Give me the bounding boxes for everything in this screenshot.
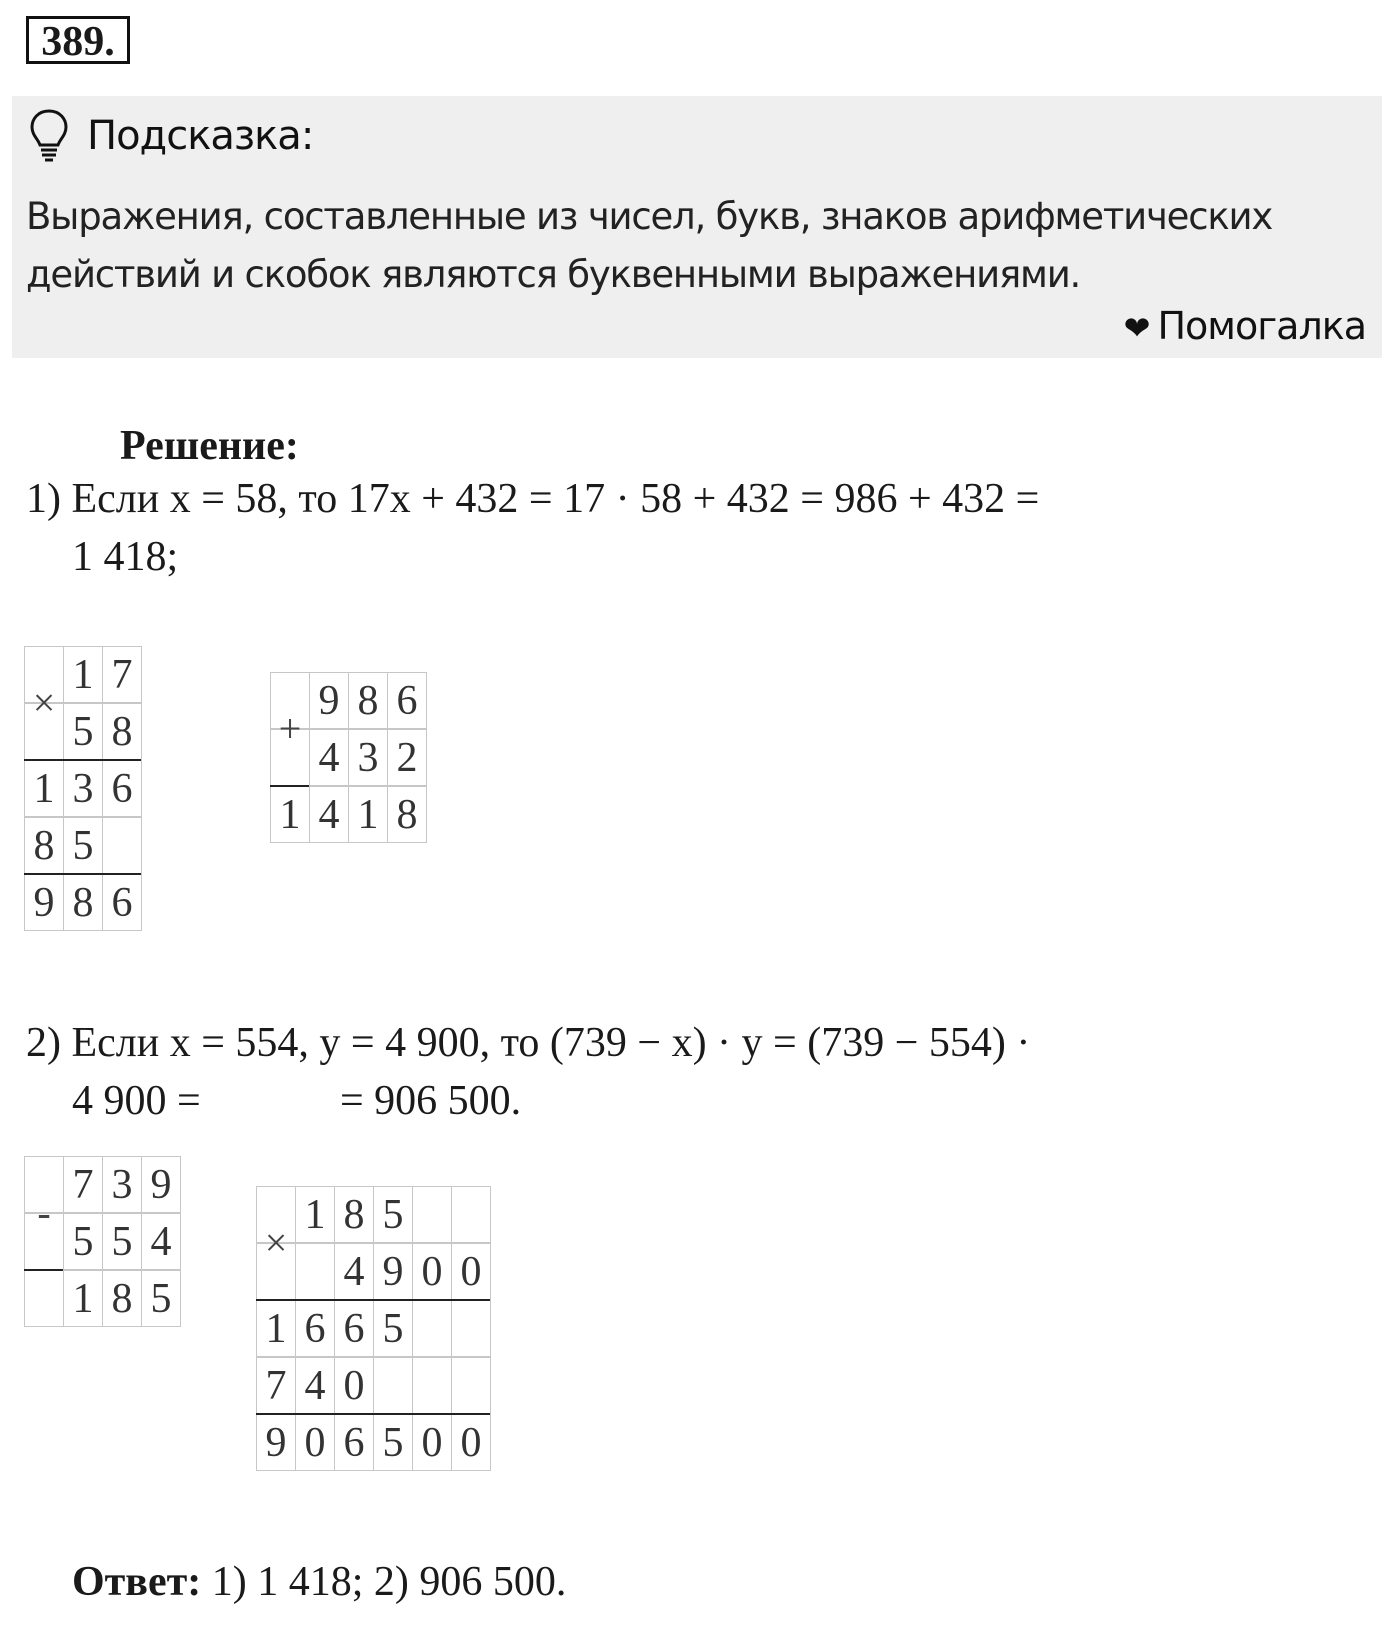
step2-line1: 2) Если x = 554, y = 4 900, то (739 − x) · y = (739 − 554) · [26, 1020, 1031, 1066]
grid-cell [24, 1270, 64, 1327]
grid-cell: 9 [256, 1414, 296, 1471]
grid-cell: 0 [451, 1414, 491, 1471]
grid-cell [412, 1357, 452, 1414]
operator-sign: + [278, 706, 302, 751]
grid-cell: 5 [141, 1270, 181, 1327]
step1-line1: 1) Если x = 58, то 17x + 432 = 17 · 58 + 432 = 986 + 432 = [26, 476, 1040, 522]
grid-cell: 8 [63, 874, 103, 931]
grid-cell [102, 817, 142, 874]
grid-cell: 3 [348, 729, 388, 786]
grid-cell: 1 [270, 786, 310, 843]
grid-cell: 6 [334, 1414, 374, 1471]
grid-cell: 0 [334, 1357, 374, 1414]
grid-cell: 1 [24, 760, 64, 817]
answer-text: 1) 1 418; 2) 906 500. [201, 1559, 567, 1605]
grid-cell: 0 [412, 1243, 452, 1300]
grid-cell: 8 [387, 786, 427, 843]
grid-cell: 6 [387, 672, 427, 729]
hint-line-1: Выражения, составленные из чисел, букв, знаков арифметических [26, 195, 1273, 238]
result-rule [24, 1269, 63, 1271]
hint-title: Подсказка: [87, 113, 314, 159]
grid-cell: 9 [373, 1243, 413, 1300]
grid-cell: 4 [141, 1213, 181, 1270]
grid-cell: 6 [295, 1300, 335, 1357]
grid-cell [451, 1357, 491, 1414]
grid-cell: 2 [387, 729, 427, 786]
grid-cell: 7 [102, 646, 142, 703]
result-rule [256, 1413, 490, 1415]
solution-title: Решение: [120, 423, 299, 469]
exercise-number: 389. [26, 16, 130, 64]
grid-cell [295, 1243, 335, 1300]
hint-line-2: действий и скобок являются буквенными выражениями. [26, 253, 1081, 296]
grid-cell: 5 [63, 817, 103, 874]
grid-cell: 5 [373, 1414, 413, 1471]
step2-line2-right: = 906 500. [340, 1078, 522, 1124]
grid-cell: 1 [63, 1270, 103, 1327]
answer-label: Ответ: [72, 1559, 202, 1605]
grid-cell: 6 [102, 874, 142, 931]
grid-cell: 0 [451, 1243, 491, 1300]
grid-cell: 8 [24, 817, 64, 874]
hint-text [26, 188, 1376, 304]
grid-cell: 0 [412, 1414, 452, 1471]
grid-cell: 5 [63, 703, 103, 760]
grid-cell: 7 [256, 1357, 296, 1414]
grid-cell: 1 [348, 786, 388, 843]
brand-label: Помогалка [1157, 304, 1366, 348]
step1-line2: 1 418; [72, 534, 179, 580]
grid-cell: 4 [334, 1243, 374, 1300]
lightbulb-icon [28, 108, 70, 162]
grid-cell: 9 [24, 874, 64, 931]
grid-cell: 9 [309, 672, 349, 729]
heart-icon: ❤ [1123, 309, 1150, 347]
grid-cell [412, 1300, 452, 1357]
grid-cell: 5 [63, 1213, 103, 1270]
grid-cell: 9 [141, 1156, 181, 1213]
grid-cell: 1 [63, 646, 103, 703]
operator-sign: × [264, 1220, 288, 1265]
grid-cell: 8 [348, 672, 388, 729]
step2-line2-left: 4 900 = [72, 1078, 201, 1124]
grid-cell: 8 [102, 703, 142, 760]
grid-cell: 0 [295, 1414, 335, 1471]
brand-link[interactable] [1124, 302, 1366, 352]
operator-sign: × [32, 680, 56, 725]
grid-cell [412, 1186, 452, 1243]
grid-cell: 7 [63, 1156, 103, 1213]
result-rule [256, 1299, 490, 1301]
grid-cell: 6 [334, 1300, 374, 1357]
grid-cell: 1 [295, 1186, 335, 1243]
result-rule [24, 759, 141, 761]
grid-cell: 8 [334, 1186, 374, 1243]
grid-cell: 5 [373, 1300, 413, 1357]
hint-box [12, 96, 1382, 358]
operator-sign: - [37, 1190, 51, 1235]
grid-cell: 5 [373, 1186, 413, 1243]
grid-cell: 6 [102, 760, 142, 817]
grid-cell: 1 [256, 1300, 296, 1357]
grid-cell [451, 1300, 491, 1357]
grid-cell [451, 1186, 491, 1243]
grid-cell: 3 [102, 1156, 142, 1213]
grid-cell: 5 [102, 1213, 142, 1270]
grid-cell: 4 [295, 1357, 335, 1414]
answer [72, 1555, 566, 1609]
grid-cell: 3 [63, 760, 103, 817]
grid-cell: 4 [309, 729, 349, 786]
result-rule [24, 873, 141, 875]
grid-cell: 8 [102, 1270, 142, 1327]
result-rule [270, 785, 309, 787]
grid-cell: 4 [309, 786, 349, 843]
grid-cell [373, 1357, 413, 1414]
